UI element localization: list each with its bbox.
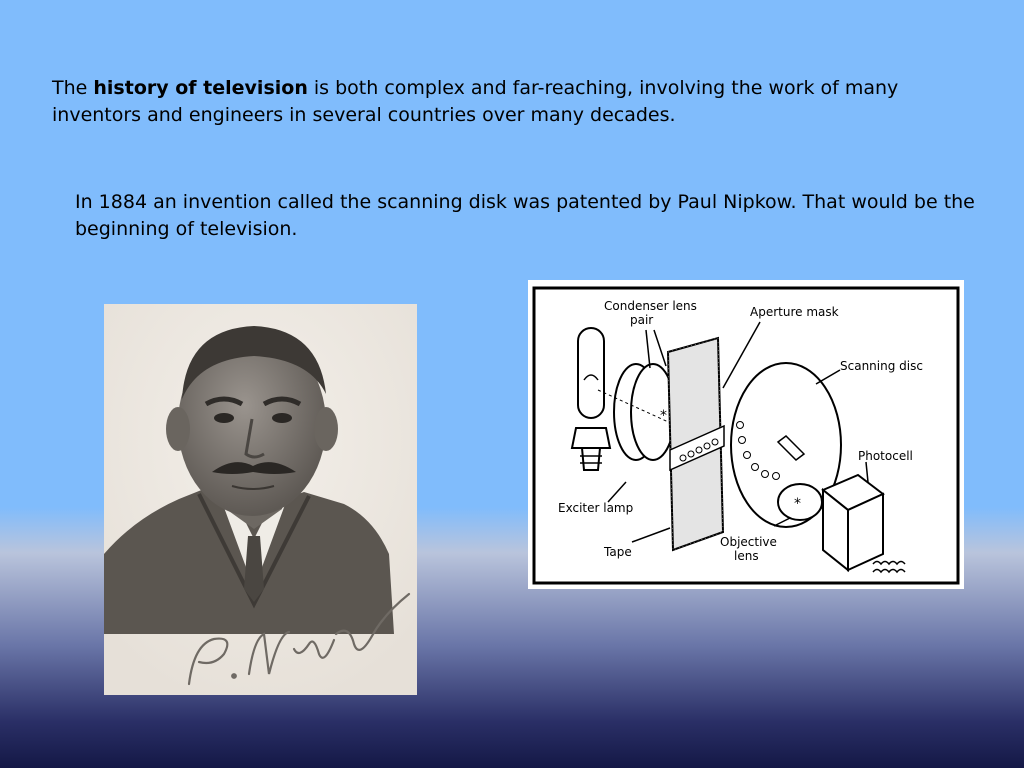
objective-lens-icon	[778, 484, 822, 520]
exciter-lamp-icon	[572, 328, 610, 470]
label-exciter-lamp: Exciter lamp	[558, 501, 634, 515]
label-objective: Objective	[720, 535, 777, 549]
nipkow-disk-diagram	[528, 280, 964, 589]
svg-text:*: *	[660, 408, 667, 424]
label-photocell: Photocell	[858, 449, 913, 463]
intro-prefix: The	[52, 77, 94, 99]
label-aperture-mask: Aperture mask	[750, 305, 839, 319]
label-condenser-lens: Condenser lens	[604, 299, 697, 313]
label-condenser-pair: pair	[630, 313, 654, 327]
intro-paragraph	[52, 75, 952, 129]
nipkow-portrait-photo	[104, 304, 417, 695]
label-objective-lens: lens	[734, 549, 759, 563]
scanning-system-illustration	[528, 280, 964, 589]
intro-rest: is both complex and far-reaching, involving the work of many inventors and engineers in several countries over many decades.	[52, 77, 899, 126]
intro-bold-term: history of television	[93, 77, 308, 99]
portrait-illustration	[104, 304, 417, 695]
label-tape: Tape	[604, 545, 632, 559]
svg-text:*: *	[794, 496, 801, 512]
label-scanning-disc: Scanning disc	[840, 359, 923, 373]
nipkow-paragraph: In 1884 an invention called the scanning disk was patented by Paul Nipkow. That would be the beginning of television.	[75, 191, 975, 240]
